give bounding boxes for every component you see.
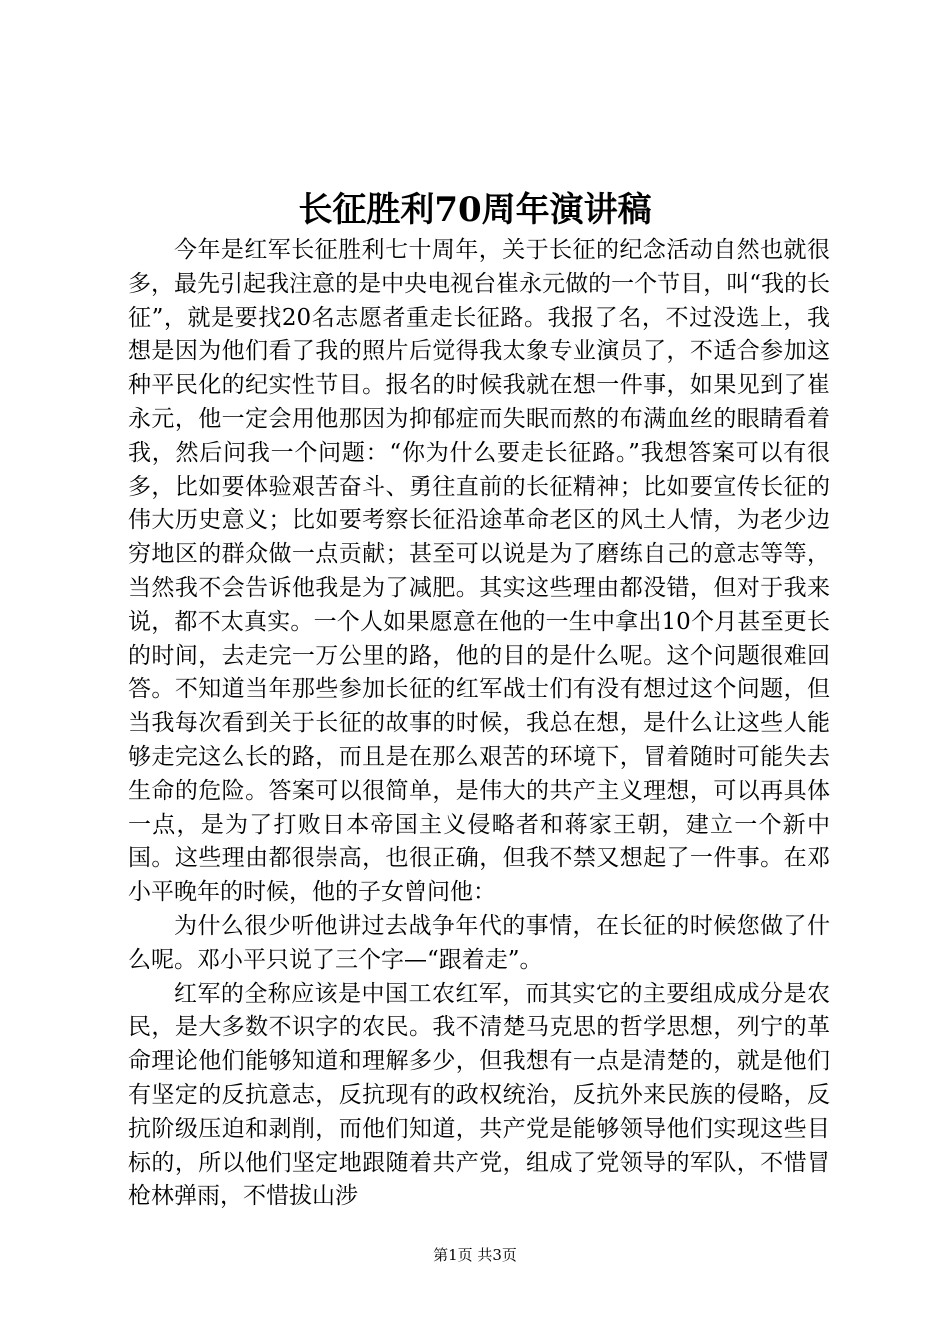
document-title: 长征胜利70周年演讲稿 [298, 190, 652, 230]
page-number-footer: 第1页 共3页 [433, 1246, 517, 1264]
document-body [128, 234, 830, 1214]
paragraph: 今年是红军长征胜利七十周年，关于长征的纪念活动自然也就很多，最先引起我注意的是中央电视台崔永元做的一个节目，叫“我的长征”，就是要找20名志愿者重走长征路。我报了名，不过没选上，我想是因为他们看了我的照片后觉得我太象专业演员了，不适合参加这种平民化的纪实性节目。报名的时候我就在想一件事，如果见到了崔永元，他一定会用他那因为抑郁症而失眠而熬的布满血丝的眼睛看着我，然后问我一个问题：“你为什么要走长征路。”我想答案可以有很多，比如要体验艰苦奋斗、勇往直前的长征精神；比如要宣传长征的伟大历史意义；比如要考察长征沿途革命老区的风土人情，为老少边穷地区的群众做一点贡献；甚至可以说是为了磨练自己的意志等等，当然我不会告诉他我是为了减肥。其实这些理由都没错，但对于我来说，都不太真实。一个人如果愿意在他的一生中拿出10个月甚至更长的时间，去走完一万公里的路，他的目的是什么呢。这个问题很难回答。不知道当年那些参加长征的红军战士们有没有想过这个问题，但当我每次看到关于长征的故事的时候，我总在想，是什么让这些人能够走完这么长的路，而且是在那么艰苦的环境下，冒着随时可能失去生命的危险。答案可以很简单，是伟大的共产主义理想，可以再具体一点，是为了打败日本帝国主义侵略者和蒋家王朝，建立一个新中国。这些理由都很崇高，也很正确，但我不禁又想起了一件事。在邓小平晚年的时候，他的子女曾问他： [128, 237, 830, 906]
paragraph: 为什么很少听他讲过去战争年代的事情，在长征的时候您做了什么呢。邓小平只说了三个字—“跟着走”。 [128, 912, 830, 973]
paragraph: 红军的全称应该是中国工农红军，而其实它的主要组成成分是农民，是大多数不识字的农民。我不清楚马克思的哲学思想，列宁的革命理论他们能够知道和理解多少，但我想有一点是清楚的，就是他们有坚定的反抗意志，反抗现有的政权统治，反抗外来民族的侵略，反抗阶级压迫和剥削，而他们知道，共产党是能够领导他们实现这些目标的，所以他们坚定地跟随着共产党，组成了党领导的军队，不惜冒枪林弹雨，不惜拔山涉 [128, 980, 830, 1210]
